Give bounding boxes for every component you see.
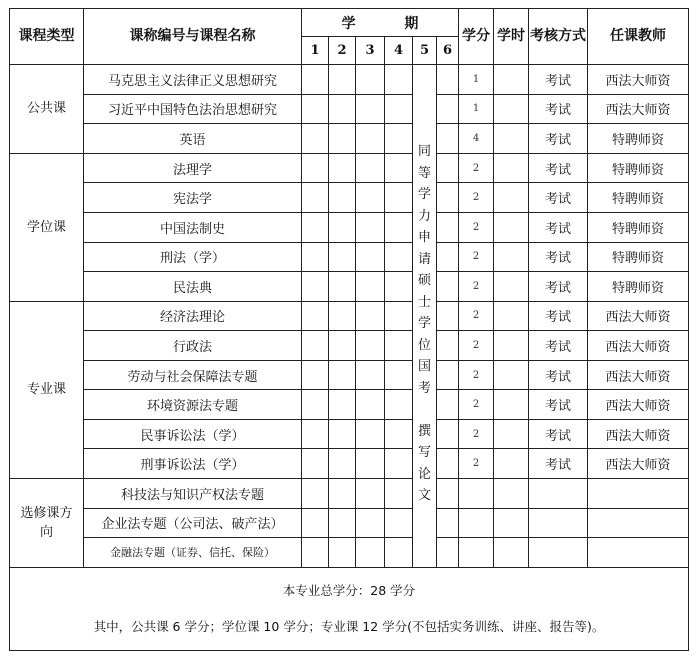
teacher-value: 西法大师资 (588, 65, 689, 95)
semester-cell (302, 301, 329, 331)
semester-cell (302, 272, 329, 302)
study-note-vertical (413, 65, 437, 568)
semester-cell (437, 538, 459, 568)
semester-number: 4 (385, 37, 413, 65)
course-name: 习近平中国特色法治思想研究 (84, 94, 302, 124)
credit-value: 2 (459, 183, 494, 213)
course-name: 英语 (84, 124, 302, 154)
semester-cell (302, 479, 329, 509)
category-public: 公共课 (10, 65, 84, 154)
assessment-value: 考试 (529, 272, 588, 302)
credit-value: 2 (459, 360, 494, 390)
semester-cell (356, 508, 385, 538)
semester-cell (302, 183, 329, 213)
semester-cell (302, 153, 329, 183)
hours-value (494, 390, 529, 420)
semester-cell (437, 301, 459, 331)
semester-cell (329, 449, 356, 479)
semester-cell (385, 242, 413, 272)
semester-cell (329, 153, 356, 183)
note-char: 士 (417, 294, 431, 310)
total-credits: 本专业总学分：28 学分 (282, 582, 416, 598)
credit-value: 2 (459, 272, 494, 302)
assessment-value: 考试 (529, 419, 588, 449)
semester-cell (329, 331, 356, 361)
category-degree: 学位课 (10, 153, 84, 301)
semester-cell (385, 538, 413, 568)
semester-number: 6 (437, 37, 459, 65)
credit-value: 2 (459, 153, 494, 183)
semester-cell (356, 390, 385, 420)
course-name: 行政法 (84, 331, 302, 361)
header-teacher: 任课教师 (588, 9, 689, 65)
header-semester: 学 期 (302, 9, 459, 37)
semester-cell (385, 183, 413, 213)
semester-cell (302, 331, 329, 361)
table-row (10, 153, 689, 183)
semester-cell (437, 272, 459, 302)
semester-cell (302, 360, 329, 390)
semester-number: 1 (302, 37, 329, 65)
semester-cell (302, 390, 329, 420)
credit-breakdown: 其中，公共课 6 学分；学位课 10 学分；专业课 12 学分(不包括实务训练、讲座、报告等)。 (93, 618, 605, 634)
note-char: 论 (417, 466, 431, 482)
course-name: 环境资源法专题 (84, 390, 302, 420)
teacher-value: 西法大师资 (588, 360, 689, 390)
semester-cell (437, 65, 459, 95)
semester-cell (437, 153, 459, 183)
hours-value (494, 94, 529, 124)
course-name: 科技法与知识产权法专题 (84, 479, 302, 509)
assessment-value: 考试 (529, 212, 588, 242)
table-row (10, 272, 689, 302)
teacher-value: 特聘师资 (588, 153, 689, 183)
teacher-value: 西法大师资 (588, 94, 689, 124)
note-char: 国 (417, 359, 431, 375)
note-char: 学 (417, 316, 431, 332)
table-row (10, 538, 689, 568)
table-row (10, 212, 689, 242)
teacher-value: 特聘师资 (588, 124, 689, 154)
teacher-value: 特聘师资 (588, 242, 689, 272)
hours-value (494, 301, 529, 331)
table-row (10, 360, 689, 390)
semester-cell (385, 508, 413, 538)
semester-cell (329, 538, 356, 568)
note-char: 位 (417, 337, 431, 353)
semester-cell (356, 449, 385, 479)
semester-cell (356, 272, 385, 302)
footer-row (10, 567, 689, 650)
semester-cell (302, 124, 329, 154)
semester-cell (329, 65, 356, 95)
header-course-name: 课称编号与课程名称 (84, 9, 302, 65)
course-name: 民法典 (84, 272, 302, 302)
semester-cell (302, 242, 329, 272)
semester-cell (385, 331, 413, 361)
assessment-value (529, 508, 588, 538)
assessment-value: 考试 (529, 124, 588, 154)
category-elective: 选修课方向 (10, 479, 84, 568)
header-credit: 学分 (459, 9, 494, 65)
assessment-value: 考试 (529, 360, 588, 390)
semester-cell (385, 360, 413, 390)
assessment-value: 考试 (529, 242, 588, 272)
semester-cell (302, 212, 329, 242)
credit-value: 1 (459, 94, 494, 124)
teacher-value: 西法大师资 (588, 301, 689, 331)
header-assessment: 考核方式 (529, 9, 588, 65)
semester-cell (356, 538, 385, 568)
credit-value (459, 479, 494, 509)
note-char (413, 399, 436, 421)
semester-cell (329, 479, 356, 509)
semester-cell (385, 390, 413, 420)
teacher-value: 特聘师资 (588, 183, 689, 213)
note-char: 同 (417, 144, 431, 160)
credit-summary (10, 567, 689, 650)
semester-number: 2 (329, 37, 356, 65)
table-row (10, 390, 689, 420)
semester-cell (385, 272, 413, 302)
assessment-value (529, 479, 588, 509)
semester-cell (329, 124, 356, 154)
semester-cell (329, 360, 356, 390)
hours-value (494, 479, 529, 509)
course-name: 马克思主义法律正义思想研究 (84, 65, 302, 95)
hours-value (494, 508, 529, 538)
semester-cell (329, 390, 356, 420)
teacher-value: 西法大师资 (588, 419, 689, 449)
hours-value (494, 360, 529, 390)
table-row (10, 331, 689, 361)
semester-cell (437, 449, 459, 479)
curriculum-table (9, 8, 689, 651)
hours-value (494, 272, 529, 302)
credit-value: 2 (459, 419, 494, 449)
semester-cell (356, 331, 385, 361)
semester-cell (329, 94, 356, 124)
semester-cell (437, 242, 459, 272)
semester-cell (437, 360, 459, 390)
semester-cell (437, 212, 459, 242)
teacher-value (588, 508, 689, 538)
assessment-value: 考试 (529, 183, 588, 213)
semester-cell (437, 183, 459, 213)
semester-cell (356, 94, 385, 124)
course-name: 民事诉讼法（学） (84, 419, 302, 449)
semester-cell (437, 390, 459, 420)
semester-cell (356, 242, 385, 272)
semester-cell (356, 124, 385, 154)
semester-number: 5 (413, 37, 437, 65)
hours-value (494, 153, 529, 183)
assessment-value: 考试 (529, 301, 588, 331)
semester-cell (385, 212, 413, 242)
header-hours: 学时 (494, 9, 529, 65)
semester-cell (356, 479, 385, 509)
semester-cell (385, 479, 413, 509)
semester-cell (437, 331, 459, 361)
note-char: 等 (417, 165, 431, 181)
note-char: 文 (417, 488, 431, 504)
semester-cell (385, 65, 413, 95)
credit-value: 2 (459, 301, 494, 331)
credit-value: 2 (459, 331, 494, 361)
hours-value (494, 419, 529, 449)
semester-cell (385, 449, 413, 479)
course-name: 经济法理论 (84, 301, 302, 331)
semester-cell (385, 94, 413, 124)
credit-value (459, 538, 494, 568)
semester-cell (356, 183, 385, 213)
semester-cell (437, 419, 459, 449)
semester-cell (302, 508, 329, 538)
hours-value (494, 449, 529, 479)
semester-cell (329, 508, 356, 538)
table-row (10, 242, 689, 272)
course-name: 金融法专题（证券、信托、保险） (84, 538, 302, 568)
course-name: 宪法学 (84, 183, 302, 213)
semester-cell (329, 419, 356, 449)
note-char: 硕 (417, 273, 431, 289)
semester-cell (329, 301, 356, 331)
semester-cell (329, 183, 356, 213)
semester-cell (356, 65, 385, 95)
credit-value: 2 (459, 390, 494, 420)
semester-cell (356, 301, 385, 331)
credit-value: 2 (459, 449, 494, 479)
hours-value (494, 183, 529, 213)
assessment-value: 考试 (529, 65, 588, 95)
teacher-value: 西法大师资 (588, 390, 689, 420)
note-char: 请 (417, 251, 431, 267)
table-row (10, 124, 689, 154)
assessment-value: 考试 (529, 153, 588, 183)
semester-cell (437, 479, 459, 509)
semester-cell (302, 65, 329, 95)
semester-cell (329, 212, 356, 242)
course-name: 法理学 (84, 153, 302, 183)
hours-value (494, 212, 529, 242)
course-name: 刑事诉讼法（学） (84, 449, 302, 479)
hours-value (494, 124, 529, 154)
course-name: 企业法专题（公司法、破产法） (84, 508, 302, 538)
note-char: 考 (417, 380, 431, 396)
teacher-value: 西法大师资 (588, 331, 689, 361)
semester-cell (385, 419, 413, 449)
teacher-value: 特聘师资 (588, 212, 689, 242)
assessment-value: 考试 (529, 390, 588, 420)
table-row (10, 508, 689, 538)
semester-number: 3 (356, 37, 385, 65)
assessment-value: 考试 (529, 331, 588, 361)
semester-cell (302, 94, 329, 124)
semester-cell (356, 212, 385, 242)
semester-cell (302, 419, 329, 449)
semester-cell (356, 360, 385, 390)
credit-value: 1 (459, 65, 494, 95)
semester-cell (356, 153, 385, 183)
semester-cell (302, 538, 329, 568)
semester-cell (437, 124, 459, 154)
hours-value (494, 65, 529, 95)
table-row (10, 479, 689, 509)
course-name: 劳动与社会保障法专题 (84, 360, 302, 390)
credit-value: 4 (459, 124, 494, 154)
table-row (10, 419, 689, 449)
table-body (10, 9, 689, 651)
note-char: 申 (417, 230, 431, 246)
note-char: 学 (417, 187, 431, 203)
teacher-value: 西法大师资 (588, 449, 689, 479)
hours-value (494, 538, 529, 568)
credit-value: 2 (459, 212, 494, 242)
credit-value (459, 508, 494, 538)
category-major: 专业课 (10, 301, 84, 478)
assessment-value: 考试 (529, 94, 588, 124)
note-char: 撰 (417, 423, 431, 439)
table-row (10, 449, 689, 479)
semester-cell (437, 508, 459, 538)
semester-cell (329, 242, 356, 272)
hours-value (494, 242, 529, 272)
semester-cell (437, 94, 459, 124)
course-name: 中国法制史 (84, 212, 302, 242)
assessment-value: 考试 (529, 449, 588, 479)
teacher-value (588, 538, 689, 568)
header-course-type: 课程类型 (10, 9, 84, 65)
teacher-value: 特聘师资 (588, 272, 689, 302)
credit-value: 2 (459, 242, 494, 272)
semester-cell (385, 124, 413, 154)
note-char: 写 (417, 445, 431, 461)
note-char: 力 (417, 208, 431, 224)
teacher-value (588, 479, 689, 509)
semester-cell (385, 153, 413, 183)
course-name: 刑法（学） (84, 242, 302, 272)
table-row (10, 301, 689, 331)
semester-cell (356, 419, 385, 449)
semester-cell (329, 272, 356, 302)
table-row (10, 94, 689, 124)
hours-value (494, 331, 529, 361)
semester-cell (385, 301, 413, 331)
table-row (10, 183, 689, 213)
assessment-value (529, 538, 588, 568)
semester-cell (302, 449, 329, 479)
table-row (10, 65, 689, 95)
